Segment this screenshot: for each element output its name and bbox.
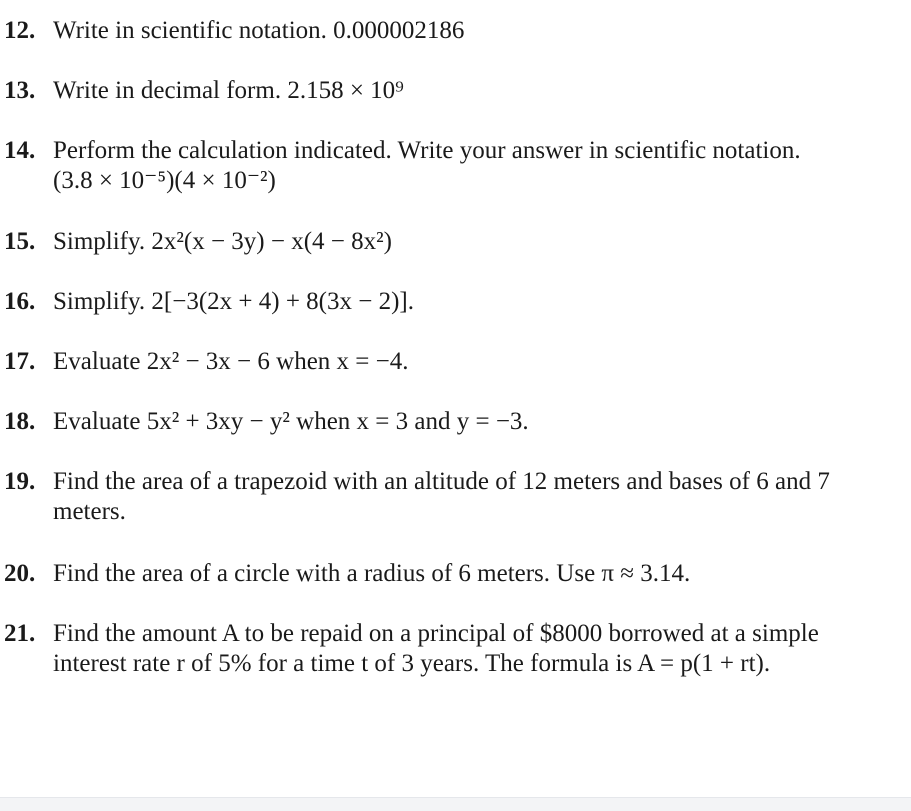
problem-number: 14. (4, 137, 36, 164)
problem-expression: (3.8 × 10⁻⁵)(4 × 10⁻²) (53, 167, 276, 194)
problem-expression: 2x² − 3x − 6 when x = −4. (146, 348, 409, 375)
problem-14 (0, 136, 900, 196)
problem-instruction: Write in decimal form. (53, 77, 282, 104)
bottom-edge-band (0, 797, 911, 811)
problem-number: 12. (4, 17, 36, 44)
problem-number: 18. (4, 408, 36, 435)
problem-instruction: Evaluate (53, 348, 141, 375)
problem-instruction: Write in scientific notation. (53, 17, 327, 44)
problem-21 (0, 619, 900, 679)
problem-instruction: Evaluate (53, 408, 141, 435)
problem-text (53, 16, 464, 46)
problem-instruction: Simplify. (53, 228, 146, 255)
problem-text (53, 347, 409, 377)
problem-expression: 5x² + 3xy − y² when x = 3 and y = −3. (146, 408, 529, 435)
problem-number: 19. (4, 468, 36, 495)
problem-number: 16. (4, 288, 36, 315)
problem-text (53, 76, 404, 106)
problem-19 (0, 467, 900, 527)
problem-text: Find the area of a trapezoid with an altitude of 12 meters and bases of 6 and 7 meters. (53, 468, 830, 525)
problem-text: Find the area of a circle with a radius of 6 meters. Use π ≈ 3.14. (53, 560, 691, 587)
problem-number: 21. (4, 620, 36, 647)
problem-instruction: Simplify. (53, 288, 146, 315)
problem-number: 13. (4, 77, 36, 104)
problem-number: 15. (4, 228, 36, 255)
problem-text (53, 407, 529, 437)
problem-expression: 2.158 × 10⁹ (287, 77, 404, 104)
problem-text: Find the amount A to be repaid on a principal of $8000 borrowed at a simple interest rate r of 5% for a time t of 3 years. The formula is A = p(1 + rt). (53, 620, 819, 677)
problem-number: 17. (4, 348, 36, 375)
problem-instruction: Perform the calculation indicated. Write your answer in scientific notation. (53, 137, 801, 164)
problem-text (53, 227, 392, 257)
problem-expression: 2[−3(2x + 4) + 8(3x − 2)]. (151, 288, 414, 315)
problem-expression: 2x²(x − 3y) − x(4 − 8x²) (151, 228, 392, 255)
problem-text (53, 287, 414, 317)
problem-number: 20. (4, 560, 36, 587)
problem-expression: 0.000002186 (333, 17, 465, 44)
